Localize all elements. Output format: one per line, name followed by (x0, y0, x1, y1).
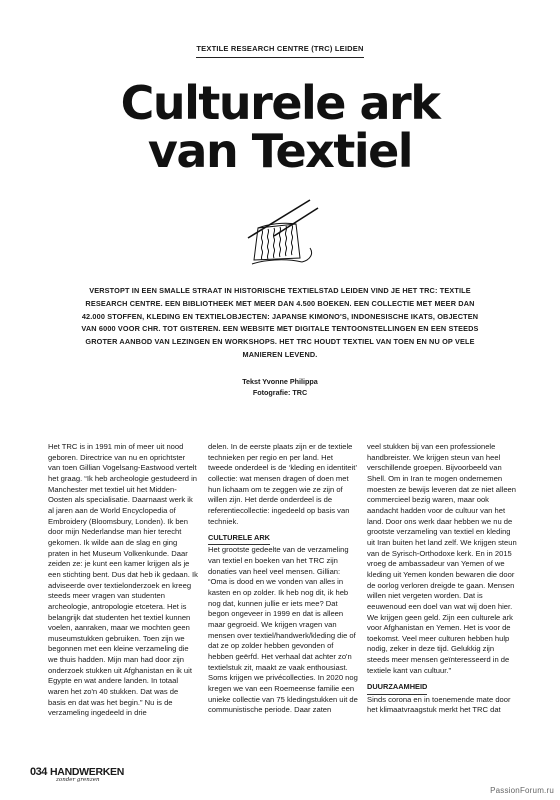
intro-paragraph: VERSTOPT IN EEN SMALLE STRAAT IN HISTORISCHE TEXTIELSTAD LEIDEN VIND JE HET TRC: TEXTILE RESEARCH CENTRE. EEN BIBLIOTHEEK MET MEER DAN 4.500 BOEKEN. EEN COLLECTIE MET MEER DAN 42.000 STOFFEN, KLEDING EN TEXTIELOBJECTEN: JAPANSE KIMONO'S, INDONESISCHE IKATS, OBJECTEN VAN 6000 VOOR CHR. TOT GISTEREN. EEN WEBSITE MET DIGITALE TENTOONSTELLINGEN EN EEN STEEDS GROTER AANBOD VAN LEZINGEN EN WORKSHOPS. HET TRC HOUDT TEXTIEL VAN TOEN EN NU OP VELE MANIEREN LEVEND. (81, 286, 479, 359)
body-text: Sinds corona en in toenemende mate door het klimaatvraagstuk merkt het TRC dat (367, 694, 511, 715)
page-title-line1: Culturele ark (120, 76, 440, 130)
subheading-culturele-ark: CULTURELE ARK (208, 533, 270, 545)
body-text: Het grootste gedeelte van de verzameling van textiel en boeken van het TRC zijn donaties van heel veel mensen. Gillian: “Oma is dood en we vonden van alles in kasten en op zolder. Ik heb nog dit, ik heb nog dat, kunnen jullie er iets mee? Dat begon ongeveer in 1999 en dat is alleen maar gegroeid. We krijgen vragen van mensen over textiel/handwerk/kleding die of dat ze op zolder hebben gevonden of hebben geërfd. Het verhaal dat achter zo'n textielstuk zit, maakt ze vaak enthousiast. Soms krijgen we privécollecties. In 2020 nog kregen we van een Roemeense familie een unieke collectie van 75 kledingstukken uit de communistische periode. Daar zaten (208, 545, 358, 715)
magazine-tagline: zonder grenzen (56, 777, 100, 783)
column-3 (367, 442, 517, 716)
header-rule (196, 57, 364, 58)
column-1 (48, 442, 198, 719)
knitting-illustration (244, 198, 324, 272)
magazine-logo: HANDWERKEN (50, 766, 124, 778)
photo-credit: Fotografie: TRC (252, 388, 308, 397)
subheading-duurzaamheid: DUURZAAMHEID (367, 682, 427, 694)
watermark: PassionForum.ru (490, 786, 554, 795)
author-credit: Tekst Yvonne Philippa (242, 377, 318, 386)
section-label: TEXTILE RESEARCH CENTRE (TRC) LEIDEN (196, 44, 364, 53)
body-text: veel stukken bij van een professionele handbreister. We krijgen steun van heel verschillende groepen. Bijvoorbeeld van Shell. Om in Iran te mogen ondernemen moesten ze bewijs leveren dat ze niet alleen commercieel bezig waren, maar ook aandacht hadden voor de cultuur van het land. Door ons werk daar hebben we nu de grootste verzameling van textiel en kleding uit Iran buiten het land zelf. We krijgen steun van de Syrisch-Orthodoxe kerk. En in 2015 vroeg de ambassadeur van Yemen of we kleding uit Yemen konden bewaren die door de oorlog verloren dreigde te gaan. Mensen willen niet vergeten worden. Dat is eeuwenoud een doel van wat wij doen hier. We krijgen geen geld. Zijn een culturele ark voor Afghanistan en Yemen. Het is voor de toekomst. Veel meer culturen hebben hulp nodig, zeker in deze tijd. Gelukkig zijn steeds meer mensen geïnteresseerd in de textiele kant van cultuur.” (367, 442, 517, 675)
body-text: delen. In de eerste plaats zijn er de textiele technieken per regio en per land. Het tweede onderdeel is de ‘kleding en identiteit’ collectie: wat mensen dragen of doen met hun lichaam om te zeggen wie ze zijn of willen zijn. Het derde onderdeel is de referentiecollectie: ingedeeld op basis van techniek. (208, 442, 357, 526)
column-2 (208, 442, 358, 716)
page-title-line2: van Textiel (147, 124, 413, 178)
body-text: Het TRC is in 1991 min of meer uit nood geboren. Directrice van nu en oprichtster van toen Gillian Vogelsang-Eastwood vertelt het graag. “Ik heb archeologie gestudeerd in Manchester met textiel uit het Midden-Oosten als specialisatie. Daarnaast werk ik al jaren aan de World Encyclopedia of Embroidery (Bloomsbury, Londen). Ik ben door mijn Nederlandse man hier terecht gekomen. Ik wilde aan de slag en ging praten in het Museum Volkenkunde. Daar zeiden ze: je kunt een kamer krijgen als je een stichting bent. Dus dat heb ik gedaan. Ik adviseerde over textielonderzoek en kreeg steeds meer vragen van studenten archeologie, antropologie etcetera. Het is belangrijk dat studenten het textiel kunnen voelen, aanraken, maar we mochten geen museumstukken gebruiken. Toen zijn we begonnen met een kleine verzameling die we thuis hadden. Mijn man had door zijn onderzoek stukken uit Afghanistan en ik uit Egypte en wat andere landen. In totaal waren het zo'n 40 stukken. Dat was de basis en dat was het begin.” Nu is de verzameling ingedeeld in drie (48, 442, 198, 718)
credits (0, 376, 560, 398)
page-number: 034 (30, 766, 47, 778)
